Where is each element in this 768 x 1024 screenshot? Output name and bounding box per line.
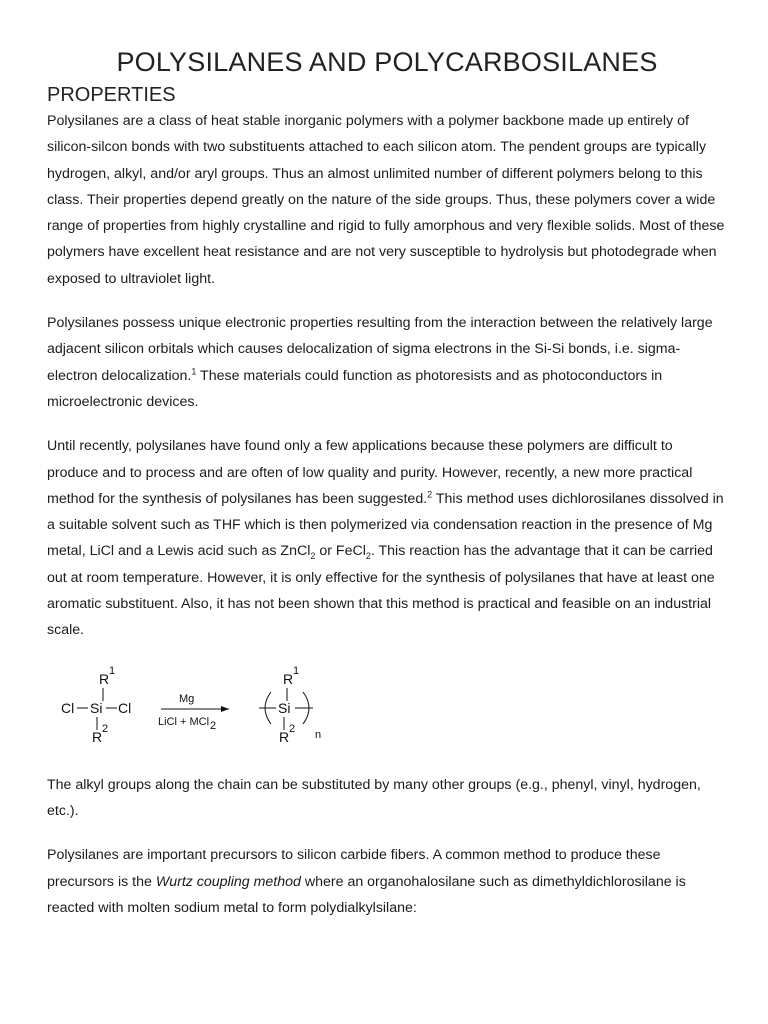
product-r1: R <box>283 670 294 687</box>
paragraph-2-text-b: These materials could function as photoresists and as photoconductors in microelectronic devices. <box>47 367 663 410</box>
paragraph-4 <box>47 772 727 825</box>
paragraph-3-text-d: . This reaction has the advantage that it can be carried out at room temperature. However, it is only effective for the synthesis of polysilanes that have at least one aromatic substituent. Also, it has not been shown that this method is practical and feasible on an industrial scale. <box>47 543 715 639</box>
reaction-arrow-head <box>221 706 229 712</box>
document-page <box>47 44 727 921</box>
reaction-scheme <box>47 656 727 766</box>
product-si: Si <box>278 699 291 716</box>
paragraph-1 <box>47 108 727 292</box>
reactant-r2-sup: 2 <box>102 722 109 735</box>
product-r2: R <box>279 728 290 745</box>
reagent-mcl-sub: 2 <box>210 719 217 732</box>
paragraph-2-text-a: Polysilanes possess unique electronic properties resulting from the interaction between the relatively large adjacent silicon orbitals which causes delocalization of sigma electrons in the Si-Si bonds, i.e. sigma-electron delocalization. <box>47 315 713 384</box>
footnote-ref-1: 1 <box>191 365 197 376</box>
product-r1-sup: 1 <box>293 664 300 677</box>
paragraph-4-text: The alkyl groups along the chain can be substituted by many other groups (e.g., phenyl, vinyl, hydrogen, etc.). <box>47 776 701 819</box>
paragraph-3 <box>47 433 727 643</box>
reactant-r2: R <box>92 728 103 745</box>
reagent-licl: LiCl + MCl <box>158 715 210 728</box>
paragraph-3-text-a: Until recently, polysilanes have found only a few applications because these polymers are difficult to produce and to process and are often of low quality and purity. However, recently, a new more practical method for the synthesis of polysilanes has been suggested. <box>47 438 693 507</box>
reagent-mg: Mg <box>179 692 195 705</box>
paragraph-1-text: Polysilanes are a class of heat stable inorganic polymers with a polymer backbone made up entirely of silicon-silcon bonds with two substituents attached to each silicon atom. The pendent groups are typically hydrogen, alkyl, and/or aryl groups. Thus an almost unlimited number of different polymers belong to this class. Their properties depend greatly on the nature of the side groups. Thus, these polymers cover a wide range of properties from highly crystalline and rigid to fully amorphous and very flexible solids. Most of these polymers have excellent heat resistance and are not very susceptible to hydrolysis but photodegrade when exposed to ultraviolet light. <box>47 113 725 287</box>
wurtz-coupling-method-term: Wurtz coupling method <box>155 873 301 890</box>
paragraph-5 <box>47 842 727 921</box>
reactant-cl-left: Cl <box>61 699 75 716</box>
paragraph-2 <box>47 310 727 415</box>
paragraph-5-text-a: Polysilanes are important precursors to silicon carbide fibers. A common method to produce these precursors is the <box>47 847 661 890</box>
subscript-fecl2: 2 <box>365 551 371 562</box>
document-title: POLYSILANES AND POLYCARBOSILANES <box>116 47 658 77</box>
reactant-r1: R <box>99 670 110 687</box>
reactant-cl-right: Cl <box>118 699 132 716</box>
section-heading-properties: PROPERTIES <box>47 84 176 106</box>
reactant-si: Si <box>90 699 103 716</box>
reactant-r1-sup: 1 <box>109 664 116 677</box>
subscript-zncl2: 2 <box>310 551 316 562</box>
paragraph-3-text-b: This method uses dichlorosilanes dissolved in a suitable solvent such as THF which is then polymerized via condensation reaction in the presence of Mg metal, LiCl and a Lewis acid such as ZnCl <box>47 490 724 560</box>
footnote-ref-2: 2 <box>427 489 433 500</box>
paragraph-3-text-c: or FeCl <box>315 543 366 560</box>
product-r2-sup: 2 <box>289 722 296 735</box>
product-repeat-n: n <box>315 728 322 741</box>
paragraph-5-text-b: where an organohalosilane such as dimethyldichlorosilane is reacted with molten sodium metal to form polydialkylsilane: <box>47 873 686 916</box>
reaction-diagram <box>57 656 387 766</box>
